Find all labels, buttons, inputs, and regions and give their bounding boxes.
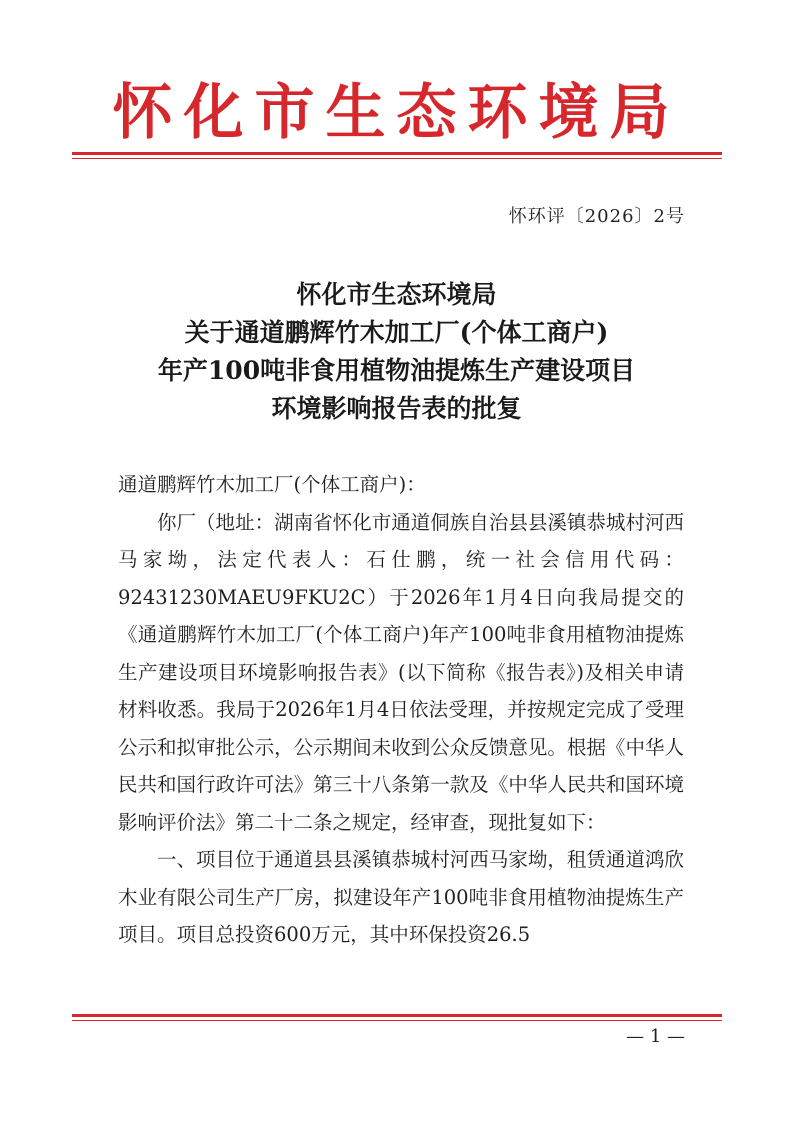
header-red-rule-thick bbox=[72, 152, 722, 155]
page-number: — 1 — bbox=[626, 1026, 685, 1047]
footer-red-rule-thin bbox=[72, 1020, 722, 1021]
title-line-3: 年产100吨非食用植物油提炼生产建设项目 bbox=[157, 356, 636, 385]
salutation: 通道鹏辉竹木加工厂(个体工商户)： bbox=[118, 473, 426, 496]
paragraph-item-one: 一、项目位于通道县县溪镇恭城村河西马家坳，租赁通道鸿欣木业有限公司生产厂房，拟建设年产100吨非食用植物油提炼生产项目。项目总投资600万元，其中环保投资26.5 bbox=[118, 848, 684, 946]
paragraph-intro: 你厂（地址：湖南省怀化市通道侗族自治县县溪镇恭城村河西马家坳，法定代表人：石仕鹏，统一社会信用代码：92431230MAEU9FKU2C）于2026年1月4日向我局提交的《通道鹏辉竹木加工厂(个体工商户)年产100吨非食用植物油提炼生产建设项目环境影响报告表》(以下简称《报告表》)及相关申请材料收悉。我局于2026年1月4日依法受理，并按规定完成了受理公示和拟审批公示，公示期间未收到公众反馈意见。根据《中华人民共和国行政许可法》第三十八条第一款及《中华人民共和国环境影响评价法》第二十二条之规定，经审查，现批复如下： bbox=[118, 510, 684, 834]
document-body bbox=[118, 466, 684, 954]
title-line-1: 怀化市生态环境局 bbox=[296, 280, 497, 309]
agency-masthead: 怀化市生态环境局 bbox=[112, 78, 681, 148]
title-line-2: 关于通道鹏辉竹木加工厂(个体工商户) bbox=[184, 318, 609, 347]
document-number: 怀环评〔2026〕2号 bbox=[508, 206, 685, 227]
footer-red-rule-thick bbox=[72, 1014, 722, 1017]
title-line-4: 环境影响报告表的批复 bbox=[271, 394, 522, 423]
header-red-rule-thin bbox=[72, 158, 722, 159]
document-title bbox=[0, 276, 793, 428]
